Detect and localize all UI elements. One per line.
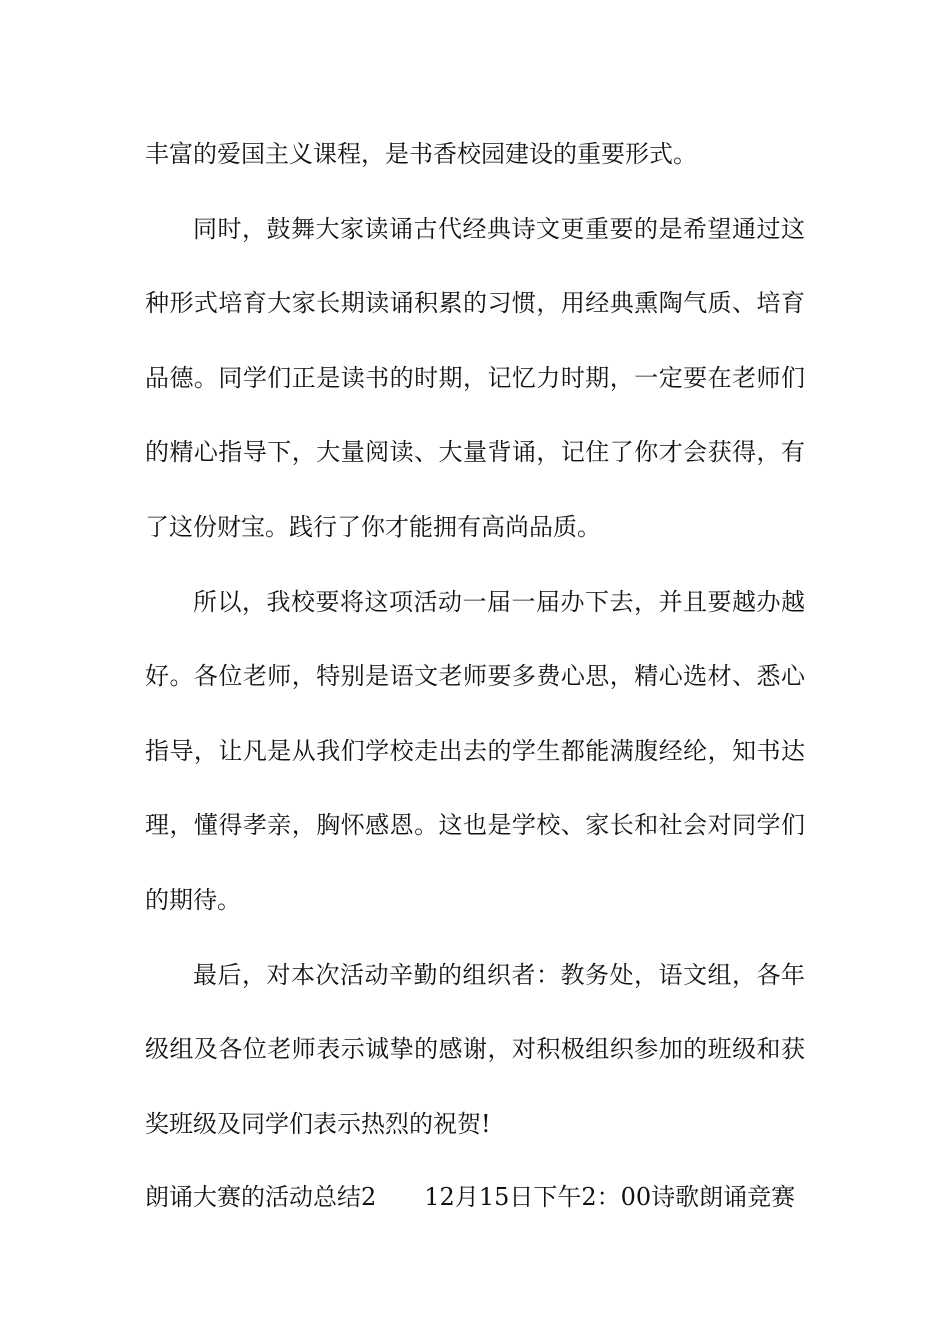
body-text [145,117,805,1161]
section-heading-line [145,1160,810,1234]
paragraph-continuation: 丰富的爱国主义课程，是书香校园建设的重要形式。 [145,140,697,168]
section-first-line: 12月15日下午2：00诗歌朗诵竞赛 [424,1183,796,1211]
section-title: 朗诵大赛的活动总结2 [145,1183,377,1211]
paragraph-thanks: 最后，对本次活动辛勤的组织者：教务处，语文组，各年级组及各位老师表示诚挚的感谢，对积极组织参加的班级和获奖班级及同学们表示热烈的祝贺! [145,960,805,1138]
paragraph-encourage-reading: 同时，鼓舞大家读诵古代经典诗文更重要的是希望通过这种形式培育大家长期读诵积累的习惯，用经典熏陶气质、培育品德。同学们正是读书的时期，记忆力时期，一定要在老师们的精心指导下，大量阅读、大量背诵，记住了你才会获得，有了这份财宝。践行了你才能拥有高尚品质。 [145,214,805,541]
paragraph-continue-activity: 所以，我校要将这项活动一届一届办下去，并且要越办越好。各位老师，特别是语文老师要多费心思，精心选材、悉心指导，让凡是从我们学校走出去的学生都能满腹经纶，知书达理，懂得孝亲，胸怀感恩。这也是学校、家长和社会对同学们的期待。 [145,587,805,914]
